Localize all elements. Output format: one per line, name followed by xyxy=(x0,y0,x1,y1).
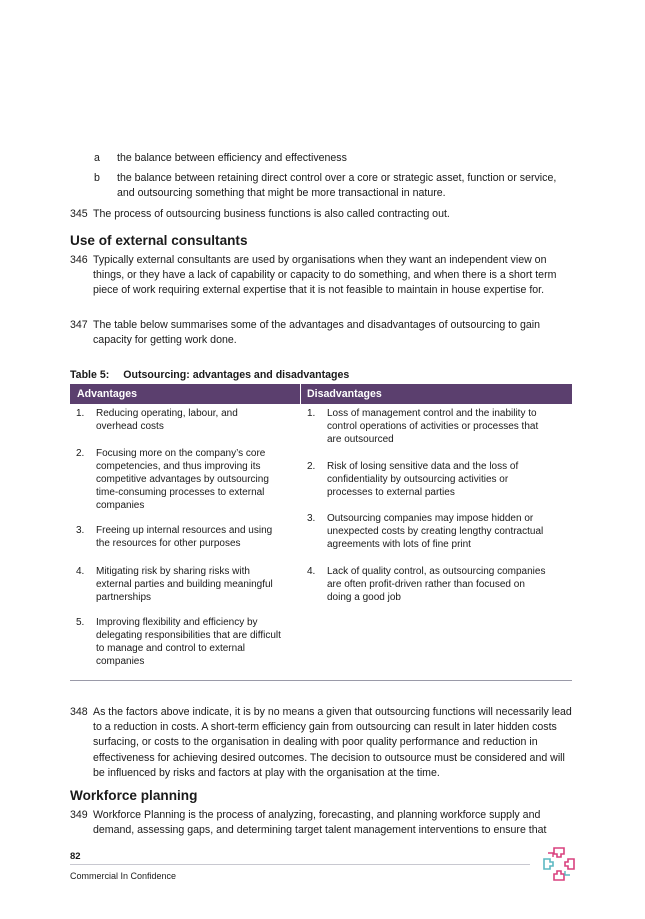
paragraph-346: Typically external consultants are used by organisations when they want an independent view on things, or they have a lack of capability or capacity to do something, and when there is a short term piece of work requiring external expertise that it is not feasible to maintain in house expertise for. xyxy=(93,254,557,296)
advantage-number: 4. xyxy=(76,566,85,577)
section-heading-consultants: Use of external consultants xyxy=(70,233,248,248)
disadvantage-item: Risk of losing sensitive data and the loss of confidentiality by outsourcing activities or processes to external parties xyxy=(327,461,519,498)
section-heading-workforce: Workforce planning xyxy=(70,788,198,803)
disadvantage-number: 4. xyxy=(307,566,316,577)
advantage-number: 5. xyxy=(76,617,85,628)
list-marker-a: a xyxy=(94,152,100,164)
advantage-item: Focusing more on the company’s core competencies, and thus improving its competitive advantages by outsourcing time-consuming processes to external companies xyxy=(96,448,269,511)
column-header-disadvantages: Disadvantages xyxy=(307,388,382,400)
paragraph-number-347: 347 xyxy=(70,319,88,331)
disadvantage-number: 3. xyxy=(307,513,316,524)
disadvantage-number: 1. xyxy=(307,408,316,419)
confidentiality-label: Commercial In Confidence xyxy=(70,871,177,881)
disadvantage-item: Loss of management control and the inability to control operations of activities or processes that are outsourced xyxy=(327,408,539,445)
paragraph-number-348: 348 xyxy=(70,706,88,718)
paragraph-number-345: 345 xyxy=(70,208,88,220)
paragraph-number-346: 346 xyxy=(70,254,88,266)
table-caption xyxy=(70,368,349,383)
brand-logo-icon xyxy=(542,846,576,882)
table-header xyxy=(70,384,572,404)
list-item-a: the balance between efficiency and effectiveness xyxy=(117,152,347,164)
paragraph-348: As the factors above indicate, it is by no means a given that outsourcing functions will necessarily lead to a reduction in costs. A short-term efficiency gain from outsourcing can result in later hidden costs surfacing, or costs to the organisation in dealing with poor quality performance and reduction in effectiveness for achieving desired outcomes. The decision to outsource must be considered and will be influenced by risks and factors at play with the organisation at the time. xyxy=(93,706,572,779)
list-marker-b: b xyxy=(94,172,100,184)
advantage-item: Improving flexibility and efficiency by delegating responsibilities that are difficult to manage and control to external companies xyxy=(96,617,281,667)
paragraph-number-349: 349 xyxy=(70,809,88,821)
advantage-number: 3. xyxy=(76,525,85,536)
table-bottom-rule xyxy=(70,680,572,681)
list-item-b: the balance between retaining direct control over a core or strategic asset, function or service, and outsourcing something that might be more transactional in nature. xyxy=(117,172,557,199)
page-number: 82 xyxy=(70,851,81,862)
paragraph-347: The table below summarises some of the advantages and disadvantages of outsourcing to gain capacity for getting work done. xyxy=(93,319,540,346)
table-title: Outsourcing: advantages and disadvantages xyxy=(123,369,350,381)
disadvantage-number: 2. xyxy=(307,461,316,472)
disadvantage-item: Lack of quality control, as outsourcing companies are often profit-driven rather than focused on doing a good job xyxy=(327,566,546,603)
advantage-number: 2. xyxy=(76,448,85,459)
paragraph-349: Workforce Planning is the process of analyzing, forecasting, and planning workforce supply and demand, assessing gaps, and determining target talent management interventions to ensure that xyxy=(93,809,547,836)
disadvantage-item: Outsourcing companies may impose hidden or unexpected costs by creating lengthy contractual agreements with lots of fine print xyxy=(327,513,544,550)
footer-rule xyxy=(70,864,530,865)
paragraph-345: The process of outsourcing business functions is also called contracting out. xyxy=(93,208,450,220)
advantage-number: 1. xyxy=(76,408,85,419)
advantage-item: Reducing operating, labour, and overhead costs xyxy=(96,408,238,432)
advantage-item: Mitigating risk by sharing risks with external parties and building meaningful partnerships xyxy=(96,566,273,603)
header-divider xyxy=(300,384,301,404)
advantage-item: Freeing up internal resources and using the resources for other purposes xyxy=(96,525,273,549)
table-label: Table 5: xyxy=(70,369,110,381)
column-header-advantages: Advantages xyxy=(77,388,138,400)
